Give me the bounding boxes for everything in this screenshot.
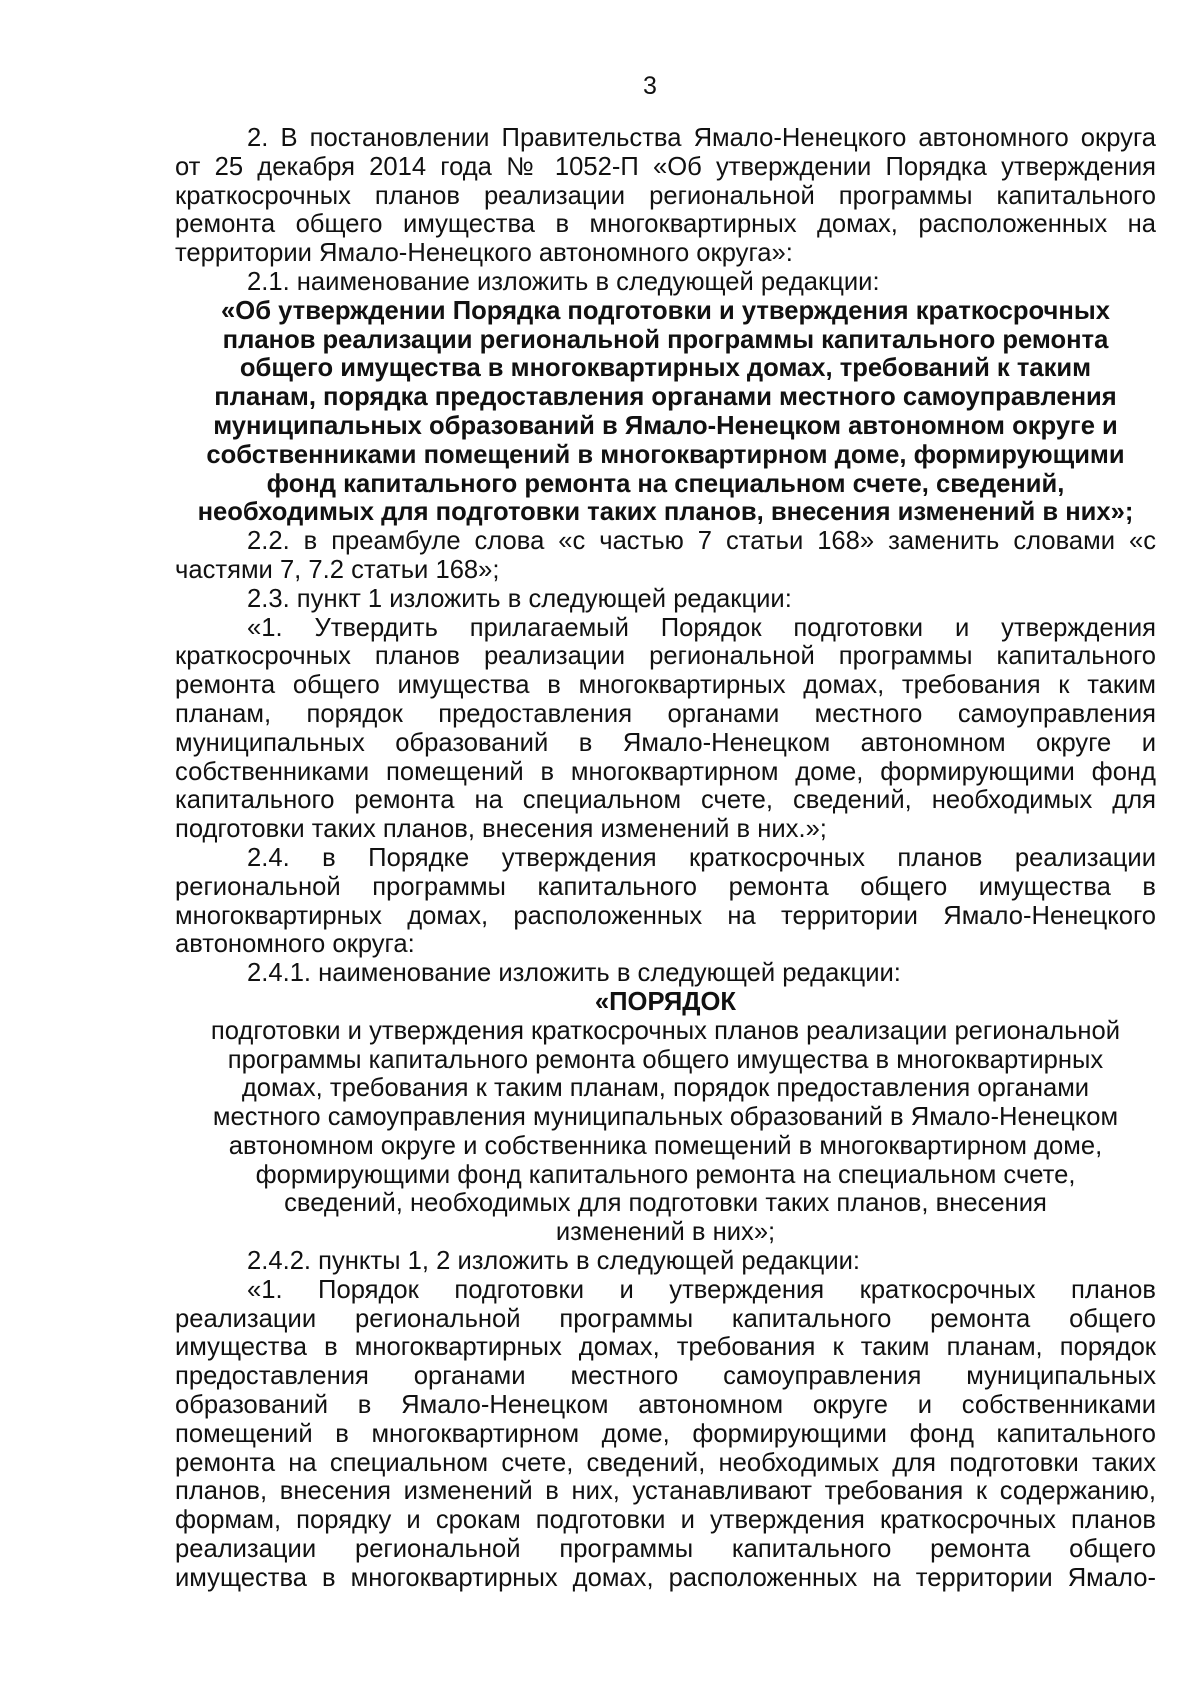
text-line: ремонта общего имущества в многоквартирных домах, расположенных на [175, 210, 1156, 239]
text-line: подготовки таких планов, внесения изменений в них.»; [175, 815, 827, 844]
text-line: собственниками помещений в многоквартирном доме, формирующими фонд [175, 757, 1156, 786]
text-line: 2.3. пункт 1 изложить в следующей редакции: [247, 584, 792, 613]
text-line: «1. Порядок подготовки и утверждения краткосрочных планов [247, 1275, 1156, 1304]
text-line: «Об утверждении Порядка подготовки и утверждения краткосрочных [221, 296, 1110, 325]
text-line: автономного округа: [175, 930, 415, 959]
text-line: ремонта общего имущества в многоквартирных домах, требования к таким [175, 671, 1156, 700]
text-line: планов, внесения изменений в них, устанавливают требования к содержанию, [175, 1477, 1156, 1506]
document-body [175, 124, 1156, 1593]
text-line: формам, порядку и срокам подготовки и утверждения краткосрочных планов [175, 1506, 1156, 1535]
text-line: от 25 декабря 2014 года № 1052-П «Об утверждении Порядка утверждения [175, 152, 1156, 181]
text-line: сведений, необходимых для подготовки таких планов, внесения [284, 1189, 1047, 1218]
text-line: 2.1. наименование изложить в следующей редакции: [247, 267, 880, 296]
text-line: муниципальных образований в Ямало-Ненецком автономном округе и [213, 411, 1118, 440]
text-line: собственниками помещений в многоквартирном доме, формирующими [206, 440, 1125, 469]
text-line: автономном округе и собственника помещений в многоквартирном доме, [228, 1131, 1103, 1160]
text-line: 2.4.1. наименование изложить в следующей редакции: [247, 959, 901, 988]
text-line: 2.4.2. пункты 1, 2 изложить в следующей редакции: [247, 1247, 861, 1276]
text-line: реализации региональной программы капитального ремонта общего [175, 1304, 1156, 1333]
text-line: «ПОРЯДОК [594, 987, 737, 1016]
text-line: 2.4. в Порядке утверждения краткосрочных планов реализации [247, 843, 1156, 872]
text-line: фонд капитального ремонта на специальном счете, сведений, [266, 469, 1065, 498]
text-line: реализации региональной программы капитального ремонта общего [175, 1535, 1156, 1564]
text-line: многоквартирных домах, расположенных на территории Ямало-Ненецкого [175, 901, 1156, 930]
text-line: муниципальных образований в Ямало-Ненецком автономном округе и [175, 728, 1156, 757]
text-line: местного самоуправления муниципальных образований в Ямало-Ненецком [212, 1103, 1119, 1132]
text-line: 2. В постановлении Правительства Ямало-Ненецкого автономного округа [247, 124, 1156, 152]
text-line: планов реализации региональной программы капитального ремонта [222, 325, 1109, 354]
text-line: необходимых для подготовки таких планов, внесения изменений в них»; [197, 498, 1134, 527]
text-line: изменений в них»; [555, 1218, 776, 1247]
text-line: подготовки и утверждения краткосрочных планов реализации региональной [210, 1016, 1121, 1045]
text-line: домах, требования к таким планам, порядок предоставления органами [241, 1074, 1090, 1103]
text-line: «1. Утвердить прилагаемый Порядок подготовки и утверждения [247, 613, 1156, 642]
text-line: предоставления органами местного самоуправления муниципальных [175, 1362, 1156, 1391]
text-line: частями 7, 7.2 статьи 168»; [175, 555, 500, 584]
text-line: планам, порядка предоставления органами местного самоуправления [214, 383, 1117, 412]
text-line: краткосрочных планов реализации региональной программы капитального [175, 642, 1156, 671]
text-line: помещений в многоквартирном доме, формирующими фонд капитального [175, 1419, 1156, 1448]
text-line: региональной программы капитального ремонта общего имущества в [175, 872, 1156, 901]
text-line: капитального ремонта на специальном счете, сведений, необходимых для [175, 786, 1156, 815]
text-line: формирующими фонд капитального ремонта на специальном счете, [255, 1160, 1076, 1189]
text-line: территории Ямало-Ненецкого автономного округа»: [175, 239, 793, 268]
page-number: 3 [643, 72, 657, 100]
text-line: имущества в многоквартирных домах, расположенных на территории Ямало- [175, 1563, 1156, 1592]
text-line: ремонта на специальном счете, сведений, необходимых для подготовки таких [175, 1448, 1156, 1477]
text-line: имущества в многоквартирных домах, требования к таким планам, порядок [175, 1333, 1156, 1362]
text-line: планам, порядок предоставления органами местного самоуправления [175, 699, 1156, 728]
text-line: краткосрочных планов реализации региональной программы капитального [175, 181, 1156, 210]
text-line: образований в Ямало-Ненецком автономном округе и собственниками [175, 1391, 1156, 1420]
text-line: общего имущества в многоквартирных домах, требований к таким [239, 354, 1092, 383]
text-line: программы капитального ремонта общего имущества в многоквартирных [227, 1045, 1104, 1074]
text-line: 2.2. в преамбуле слова «с частью 7 статьи 168» заменить словами «с [247, 527, 1156, 556]
